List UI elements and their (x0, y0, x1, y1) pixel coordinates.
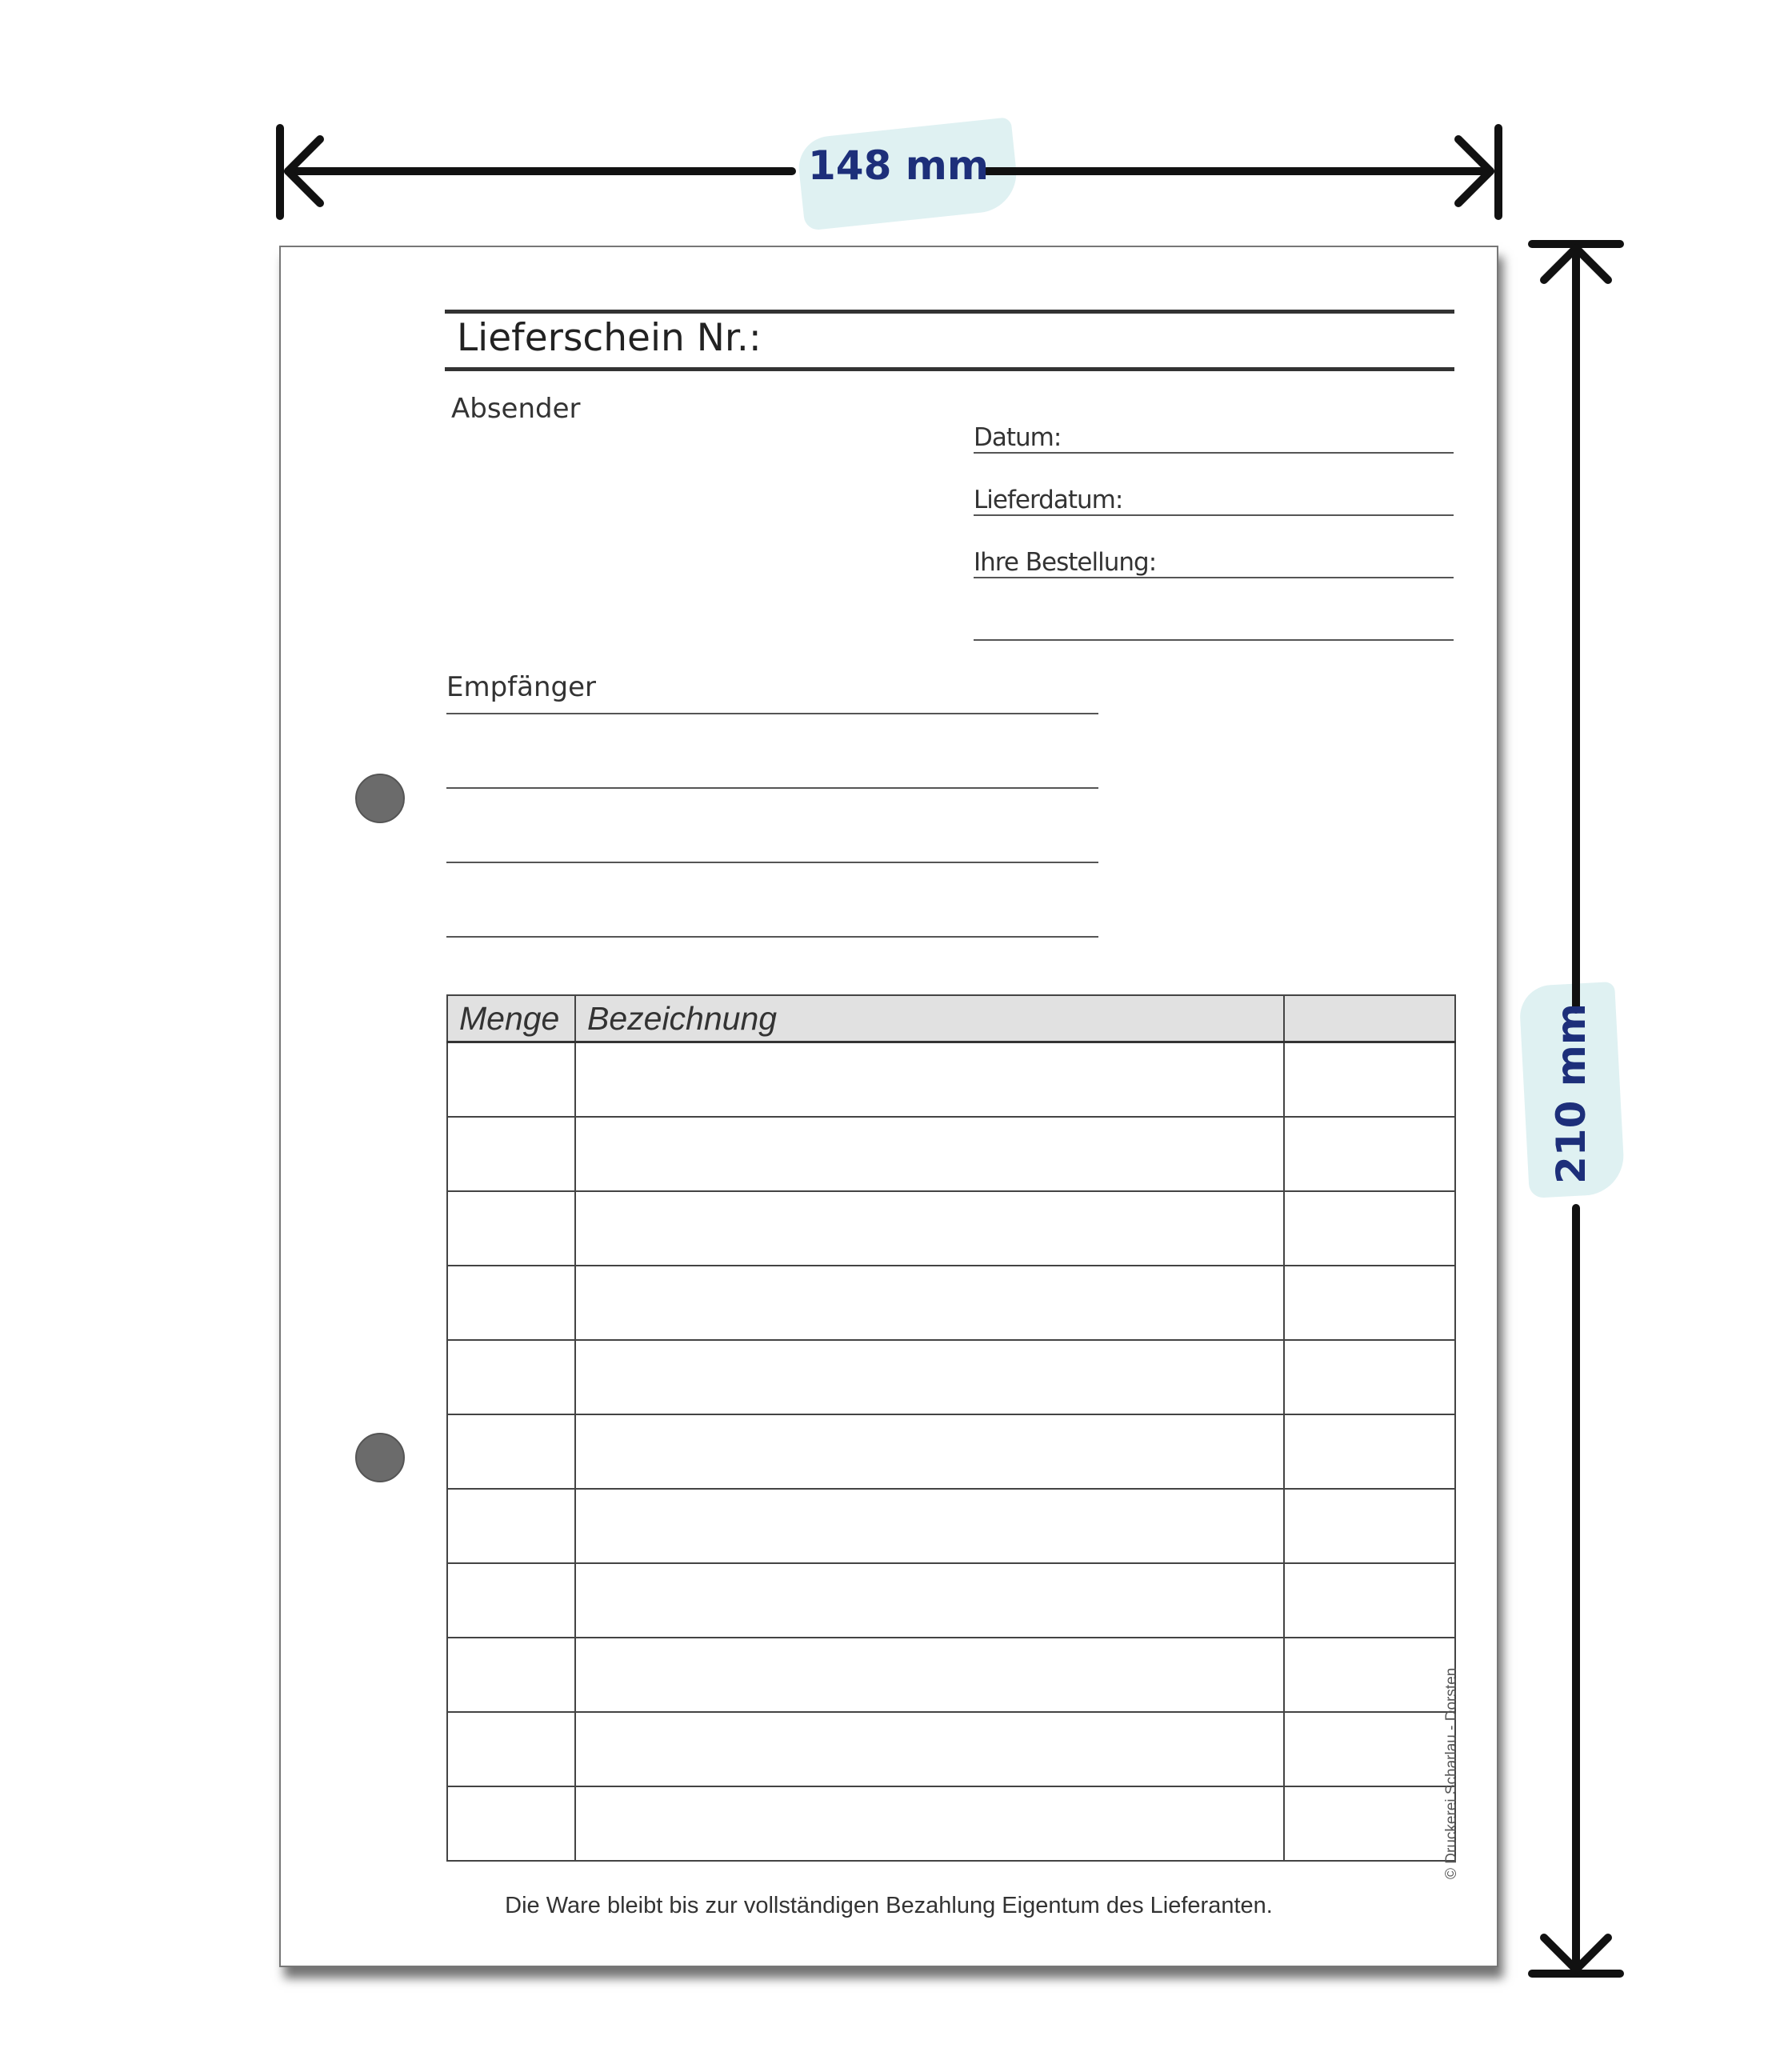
quantity-cell[interactable] (447, 1042, 575, 1118)
title-bottom-rule (445, 367, 1454, 371)
quantity-cell[interactable] (447, 1117, 575, 1191)
table-row (447, 1563, 1455, 1638)
quantity-cell[interactable] (447, 1266, 575, 1340)
height-dimension-label: 210 mm (1548, 1003, 1594, 1184)
table-row (447, 1489, 1455, 1563)
delivery-date-label: Lieferdatum: (974, 486, 1123, 514)
recipient-line-2[interactable] (446, 787, 1098, 789)
table-row (447, 1712, 1455, 1786)
table-row (447, 1191, 1455, 1266)
description-cell[interactable] (575, 1638, 1284, 1712)
recipient-line-3[interactable] (446, 862, 1098, 863)
column-header-description: Bezeichnung (575, 995, 1284, 1042)
title-top-rule (445, 310, 1454, 314)
date-field-line[interactable] (974, 452, 1454, 454)
description-cell[interactable] (575, 1489, 1284, 1563)
table-row (447, 1786, 1455, 1861)
recipient-line-4[interactable] (446, 936, 1098, 938)
quantity-cell[interactable] (447, 1638, 575, 1712)
column-header-extra (1284, 995, 1455, 1042)
quantity-cell[interactable] (447, 1340, 575, 1414)
extra-cell[interactable] (1284, 1489, 1455, 1563)
table-row (447, 1266, 1455, 1340)
extra-cell[interactable] (1284, 1712, 1455, 1786)
table-row (447, 1042, 1455, 1118)
quantity-cell[interactable] (447, 1712, 575, 1786)
description-cell[interactable] (575, 1414, 1284, 1489)
items-table-header-row (447, 995, 1455, 1042)
recipient-line-1[interactable] (446, 713, 1098, 714)
quantity-cell[interactable] (447, 1786, 575, 1861)
form-title: Lieferschein Nr.: (457, 316, 762, 360)
width-dimension-label: 148 mm (808, 142, 989, 189)
description-cell[interactable] (575, 1786, 1284, 1861)
copyright-note: © Druckerei Scharlau - Dorsten (1443, 1667, 1460, 1879)
order-field-line[interactable] (974, 577, 1454, 578)
extra-cell[interactable] (1284, 1042, 1455, 1118)
quantity-cell[interactable] (447, 1191, 575, 1266)
description-cell[interactable] (575, 1191, 1284, 1266)
quantity-cell[interactable] (447, 1414, 575, 1489)
extra-cell[interactable] (1284, 1638, 1455, 1712)
description-cell[interactable] (575, 1042, 1284, 1118)
extra-cell[interactable] (1284, 1786, 1455, 1861)
extra-cell[interactable] (1284, 1340, 1455, 1414)
description-cell[interactable] (575, 1563, 1284, 1638)
punch-hole-top (355, 774, 405, 823)
description-cell[interactable] (575, 1340, 1284, 1414)
order-label: Ihre Bestellung: (974, 548, 1157, 577)
extra-cell[interactable] (1284, 1266, 1455, 1340)
date-label: Datum: (974, 423, 1062, 452)
extra-cell[interactable] (1284, 1117, 1455, 1191)
punch-hole-bottom (355, 1433, 405, 1482)
extra-cell[interactable] (1284, 1191, 1455, 1266)
description-cell[interactable] (575, 1117, 1284, 1191)
column-header-quantity: Menge (447, 995, 575, 1042)
description-cell[interactable] (575, 1266, 1284, 1340)
table-row (447, 1638, 1455, 1712)
sender-label: Absender (451, 393, 581, 425)
table-row (447, 1414, 1455, 1489)
delivery-date-field-line[interactable] (974, 514, 1454, 516)
table-row (447, 1117, 1455, 1191)
quantity-cell[interactable] (447, 1563, 575, 1638)
order-extra-line[interactable] (974, 639, 1454, 641)
extra-cell[interactable] (1284, 1563, 1455, 1638)
delivery-note-sheet (279, 246, 1498, 1967)
description-cell[interactable] (575, 1712, 1284, 1786)
table-row (447, 1340, 1455, 1414)
quantity-cell[interactable] (447, 1489, 575, 1563)
ownership-footer-note: Die Ware bleibt bis zur vollständigen Bezahlung Eigentum des Lieferanten. (505, 1893, 1273, 1918)
extra-cell[interactable] (1284, 1414, 1455, 1489)
recipient-label: Empfänger (446, 671, 597, 703)
items-table (446, 994, 1456, 1862)
